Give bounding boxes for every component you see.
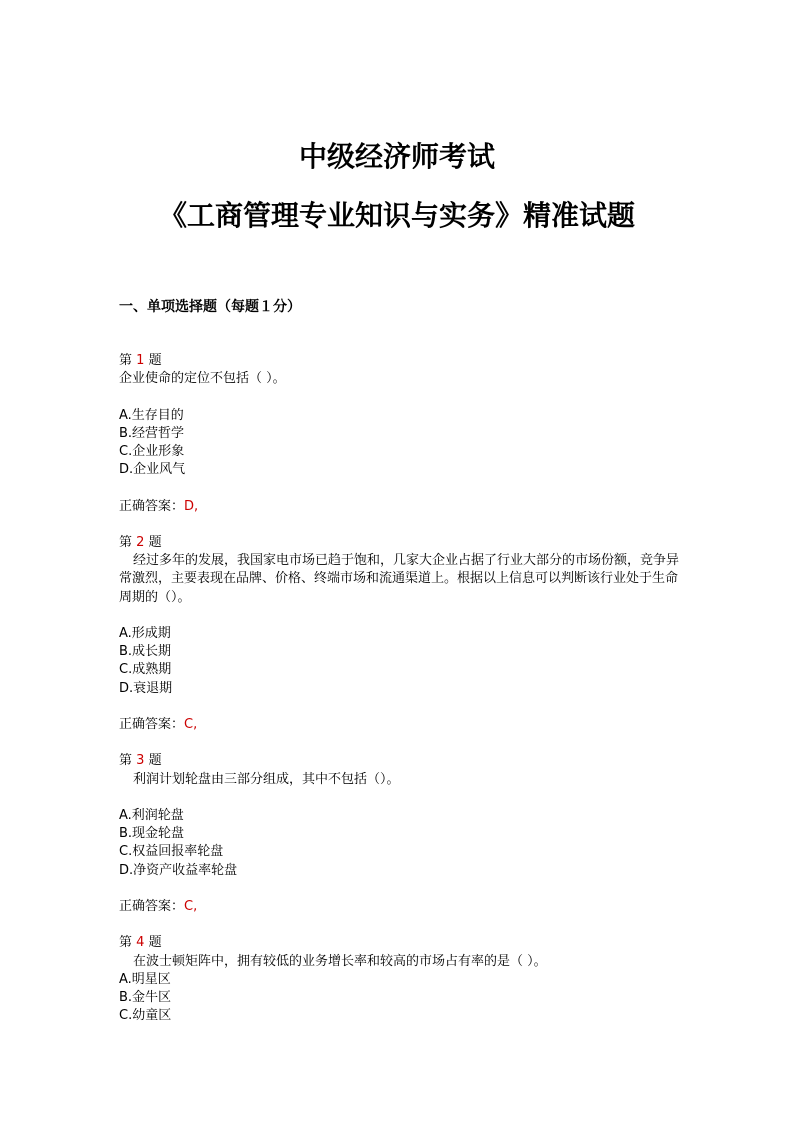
spacer xyxy=(119,880,679,898)
option-a: A.明星区 xyxy=(119,971,171,987)
option-a: A.生存目的 xyxy=(119,407,184,423)
answer-line xyxy=(119,716,679,734)
option-c: C.幼童区 xyxy=(119,1008,172,1024)
question-number: 4 xyxy=(136,935,145,951)
question-suffix: 题 xyxy=(148,534,162,550)
option-d: D.衰退期 xyxy=(119,680,173,696)
question-1 xyxy=(119,352,679,534)
question-header xyxy=(119,534,679,552)
answer-value: D, xyxy=(184,498,199,514)
answer-line xyxy=(119,898,679,916)
question-stem: 在波士顿矩阵中，拥有较低的业务增长率和较高的市场占有率的是（ ）。 xyxy=(133,953,547,969)
option-b: B.金牛区 xyxy=(119,989,172,1005)
question-prefix: 第 xyxy=(119,935,133,951)
question-2 xyxy=(119,534,679,752)
question-header xyxy=(119,752,679,770)
question-prefix: 第 xyxy=(119,534,133,550)
question-number: 1 xyxy=(136,353,145,368)
option-c: C.企业形象 xyxy=(119,444,185,459)
question-number: 2 xyxy=(136,534,145,550)
question-4 xyxy=(119,934,679,1025)
option-a: A.利润轮盘 xyxy=(119,807,184,823)
answer-line xyxy=(119,498,679,516)
option-c: C.权益回报率轮盘 xyxy=(119,844,224,860)
question-suffix: 题 xyxy=(148,753,162,769)
page-subtitle: 《工商管理专业知识与实务》精准试题 xyxy=(158,199,635,232)
option-b: B.成长期 xyxy=(119,644,172,660)
page-title: 中级经济师考试 xyxy=(298,140,495,173)
option-b: B.经营哲学 xyxy=(119,425,185,441)
option-a: A.形成期 xyxy=(119,625,171,641)
question-suffix: 题 xyxy=(148,353,162,368)
option-d: D.企业风气 xyxy=(119,462,186,478)
spacer xyxy=(119,698,679,716)
question-stem: 利润计划轮盘由三部分组成，其中不包括（）。 xyxy=(133,771,400,787)
option-b: B.现金轮盘 xyxy=(119,826,185,842)
question-list xyxy=(119,352,679,1025)
answer-label: 正确答案： xyxy=(119,716,185,732)
spacer xyxy=(119,479,679,497)
question-header xyxy=(119,352,679,370)
spacer xyxy=(119,734,679,752)
question-suffix: 题 xyxy=(148,935,162,951)
option-d: D.净资产收益率轮盘 xyxy=(119,862,238,878)
answer-value: C, xyxy=(184,898,198,914)
question-stem: 企业使命的定位不包括（ ）。 xyxy=(119,371,286,387)
spacer xyxy=(119,388,679,406)
question-prefix: 第 xyxy=(119,353,133,368)
question-number: 3 xyxy=(136,753,145,769)
question-prefix: 第 xyxy=(119,753,133,769)
spacer xyxy=(119,789,679,807)
question-3 xyxy=(119,752,679,934)
option-c: C.成熟期 xyxy=(119,662,172,678)
answer-label: 正确答案： xyxy=(119,498,185,514)
question-header xyxy=(119,934,679,952)
answer-value: C, xyxy=(184,716,198,732)
answer-label: 正确答案： xyxy=(119,898,185,914)
spacer xyxy=(119,516,679,534)
section-heading: 一、单项选择题（每题１分） xyxy=(119,299,301,315)
question-stem: 经过多年的发展，我国家电市场已趋于饱和，几家大企业占据了行业大部分的市场份额，竞争异常激烈，主要表现在品牌、价格、终端市场和流通渠道上。根据以上信息可以判断该行业处于生命周期的（）。 xyxy=(119,553,680,605)
spacer xyxy=(119,607,679,625)
spacer xyxy=(119,916,679,934)
